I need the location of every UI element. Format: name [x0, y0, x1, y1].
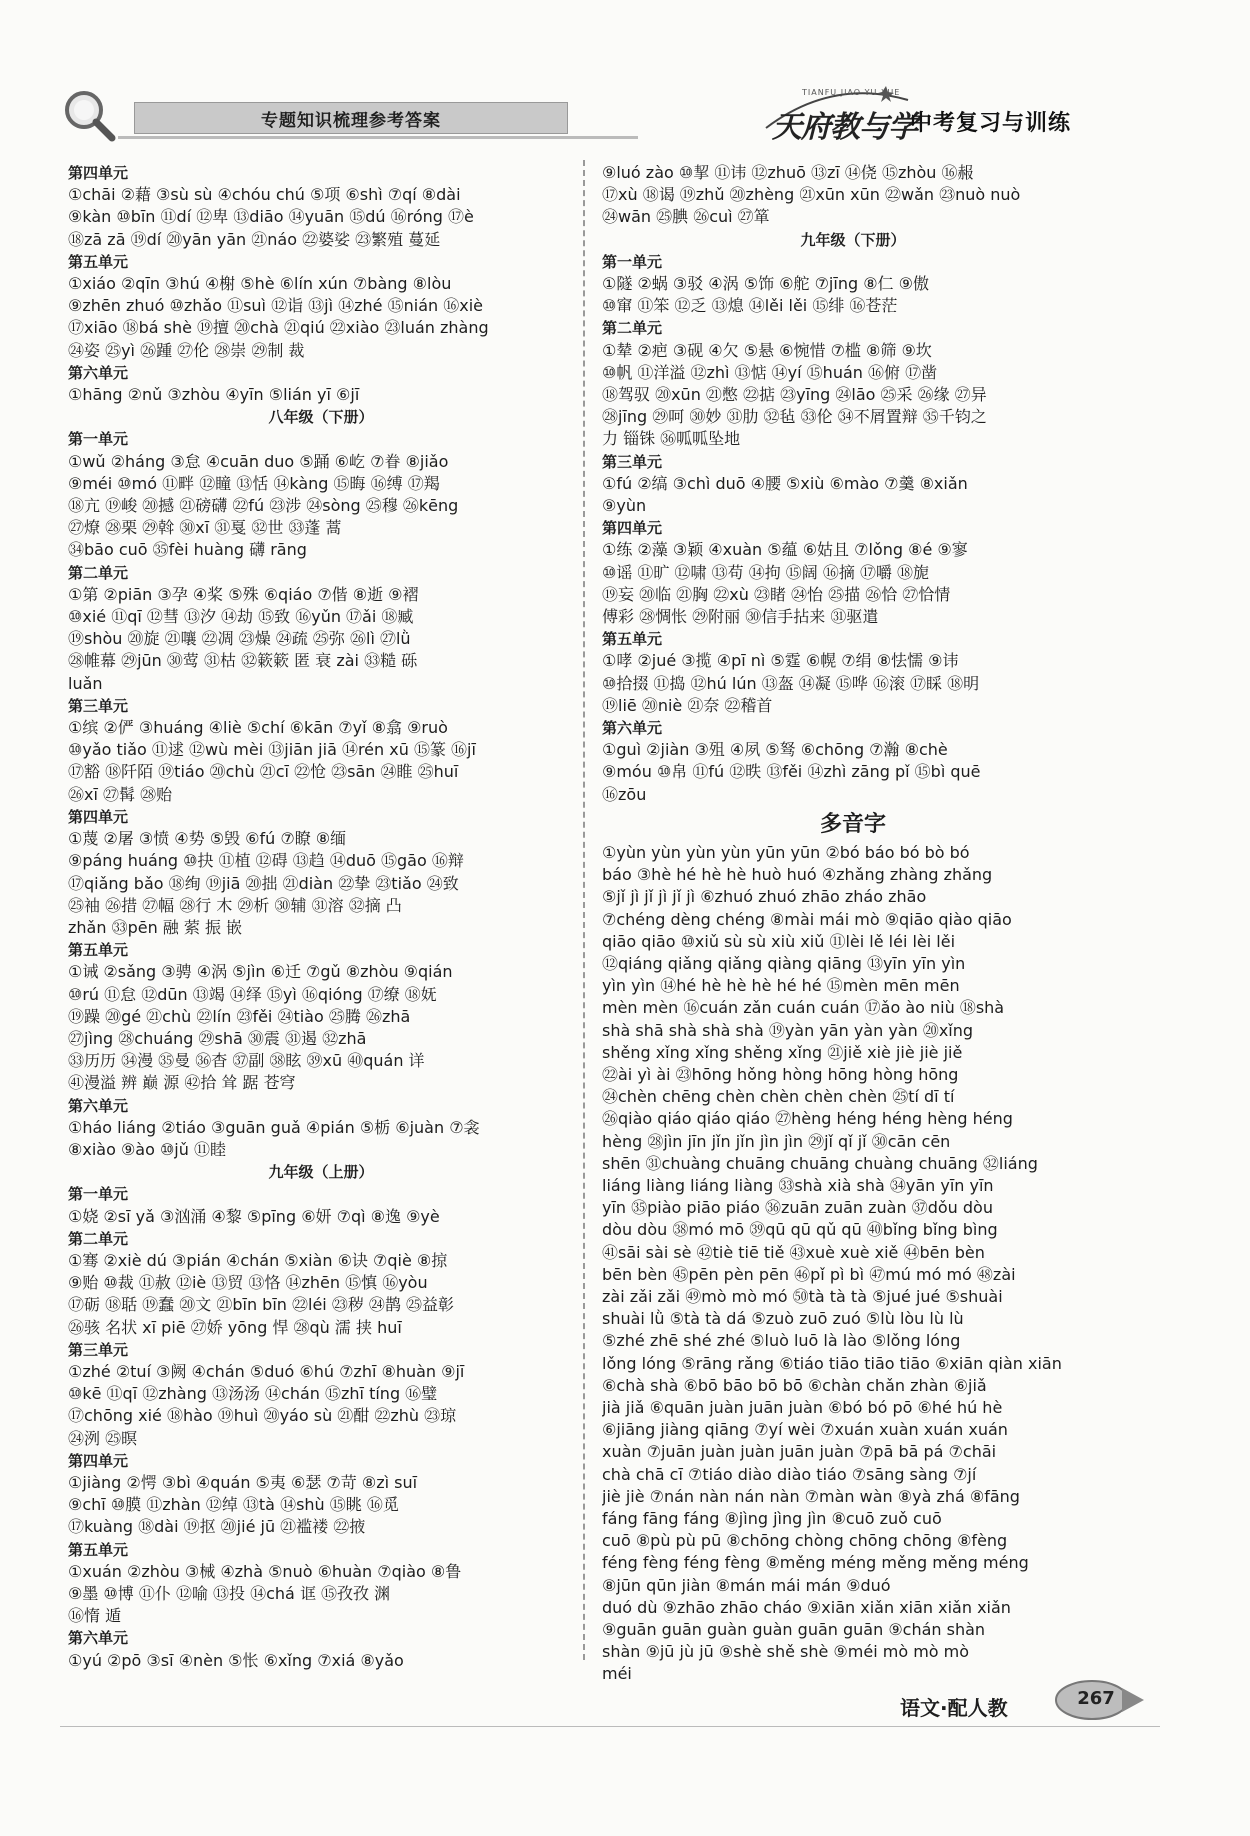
answer-line: ⑥jiāng jiàng qiāng ⑦yí wèi ⑦xuán xuàn xuán xuán [602, 1420, 1008, 1440]
answer-line: ①yú ②pō ③sī ④nèn ⑤怅 ⑥xǐng ⑦xiá ⑧yǎo [68, 1650, 404, 1670]
answer-line: ㉔chèn chēng chèn chèn chèn chèn ㉕tí dī tí [602, 1087, 955, 1107]
answer-line: ㊶漫溢 辨 巅 源 ㊷拾 耸 踞 苍穹 [68, 1073, 296, 1093]
answer-line: lǒng lóng ⑤rāng rǎng ⑥tiáo tiāo tiāo tiāo ⑥xiān qiàn xiān [602, 1353, 1062, 1373]
answer-line: luǎn [68, 673, 103, 693]
answer-line: ⑲shòu ⑳旋 ㉑嚷 ㉒凋 ㉓燥 ㉔疏 ㉕弥 ㉖lì ㉗lǜ [68, 629, 411, 649]
section-heading: 第二单元 [68, 563, 129, 582]
answer-line: ㉗燎 ㉘栗 ㉙斡 ㉚xī ㉛戛 ㉜世 ㉝蓬 蒿 [68, 518, 342, 538]
section-heading: 第四单元 [68, 1451, 129, 1470]
answer-line: shà shā shà shà shà ⑲yàn yān yàn yàn ⑳xǐng [602, 1020, 974, 1040]
answer-line: jiè jiè ⑦nán nàn nán nàn ⑦màn wàn ⑧yà zhá ⑧fāng [602, 1486, 1020, 1506]
footer-rule [60, 1726, 1160, 1727]
section-heading: 第六单元 [602, 719, 663, 738]
answer-line: ⑰xiāo ⑱bá shè ⑲擅 ⑳chà ㉑qiú ㉒xiào ㉓luán zhàng [68, 318, 489, 338]
answer-line: ①第 ②piān ③孕 ④桨 ⑤殊 ⑥qiáo ⑦偕 ⑧逝 ⑨褶 [68, 584, 419, 604]
answer-line: ①xiáo ②qīn ③hú ④榭 ⑤hè ⑥lín xún ⑦bàng ⑧lòu [68, 274, 452, 294]
answer-line: shēn ㉛chuàng chuāng chuāng chuàng chuāng ㉜liáng [602, 1153, 1038, 1173]
answer-line: ㉔姿 ㉕yì ㉖踵 ㉗伦 ㉘崇 ㉙制 裁 [68, 340, 305, 360]
magnifier-icon [62, 88, 118, 144]
page-header [62, 88, 1142, 158]
answer-line: ⑱驾驭 ⑳xūn ㉑憋 ㉒掂 ㉓yīng ㉔lāo ㉕采 ㉖缘 ㉗异 [602, 385, 987, 405]
answer-line: ㉖qiào qiáo qiáo qiáo ㉗hèng héng héng hèng héng [602, 1109, 1013, 1129]
answer-line: ⑨páng huáng ⑩抉 ⑪植 ⑫碍 ⑬趋 ⑭duō ⑮gāo ⑯辩 [68, 851, 464, 871]
answer-line: méi [602, 1664, 632, 1684]
answer-line: ㉘帷幕 ㉙jūn ㉚莺 ㉛枯 ㉜簌簌 匿 衰 zài ㉝糙 砾 [68, 651, 418, 671]
answer-line: ⑩谣 ⑪旷 ⑫啸 ⑬苟 ⑭拘 ⑮阔 ⑯摘 ⑰嚼 ⑱旎 [602, 562, 930, 582]
answer-line: 力 锱铢 ㊱呱呱坠地 [602, 429, 741, 449]
answer-line: ①隧 ②蜗 ③驳 ④涡 ⑤饰 ⑥舵 ⑦jīng ⑧仁 ⑨傲 [602, 274, 929, 294]
answer-line: ㉖骇 名状 xī piē ㉗娇 yōng 悍 ㉘qù 濡 挟 huī [68, 1317, 402, 1337]
polyphone-title: 多音字 [819, 811, 886, 837]
answer-line: ①练 ②藻 ③颖 ④xuàn ⑤蕴 ⑥姑且 ⑦lǒng ⑧é ⑨寥 [602, 540, 968, 560]
answer-line: liáng liàng liáng liàng ㉝shà xià shà ㉞yān yīn yīn [602, 1175, 994, 1195]
answer-line: ⑨kàn ⑩bīn ⑪dí ⑫卑 ⑬diāo ⑭yuān ⑮dú ⑯róng ⑰è [68, 207, 474, 227]
answer-line: jià jiǎ ⑥quān juàn juān juàn ⑥bó bó pō ⑥hé hú hè [602, 1397, 1003, 1417]
answer-line: cuō ⑧pù pù pū ⑧chōng chòng chōng chōng ⑧fèng [602, 1531, 1008, 1551]
answer-line: fáng fāng fáng ⑧jìng jìng jìn ⑧cuō zuǒ cuō [602, 1508, 942, 1528]
answer-line: ⑰豁 ⑱阡陌 ⑲tiáo ⑳chù ㉑cī ㉒怆 ㉓sān ㉔睢 ㉕huī [68, 762, 459, 782]
answer-line: ①jiàng ②愕 ③bì ④quán ⑤夷 ⑥瑟 ⑦苛 ⑧zì suī [68, 1472, 418, 1492]
grade-heading: 八年级（下册） [268, 408, 374, 427]
answer-line: ①háo liáng ②tiáo ③guān guǎ ④pián ⑤栃 ⑥juàn ⑦衾 [68, 1117, 480, 1137]
answer-line: ⑤zhé zhē shé zhé ⑤luò luō là lào ⑤lǒng lóng [602, 1331, 961, 1351]
answer-line: yīn ㉟piào piāo piáo ㊱zuān zuān zuàn ㊲dǒu dòu [602, 1198, 993, 1218]
answer-line: shěng xǐng xǐng shěng xǐng ㉑jiě xiè jiè jiè jiě [602, 1042, 963, 1062]
section-heading: 第五单元 [68, 941, 129, 960]
section-heading: 第五单元 [68, 1540, 129, 1559]
answer-line: ㊶sāi sài sè ㊷tiè tiē tiě ㊸xuè xuè xiě ㊹bēn bèn [602, 1242, 985, 1262]
answer-line: ⑩窜 ⑪笨 ⑫乏 ⑬熄 ⑭lěi lěi ⑮绯 ⑯苍茫 [602, 296, 898, 316]
answer-line: ㉒ài yì ài ㉓hōng hǒng hòng hōng hòng hōng [602, 1064, 959, 1084]
column-divider [583, 160, 585, 1660]
right-answer-column [602, 162, 1104, 1686]
answer-line: ㉘jīng ㉙呵 ㉚妙 ㉛肋 ㉜毡 ㉝伦 ㉞不屑置辩 ㉟千钧之 [602, 407, 987, 427]
section-heading: 第二单元 [68, 1229, 129, 1248]
answer-line: mèn mèn ⑯cuán zǎn cuán cuán ⑰ǎo ào niù ⑱shà [602, 998, 1005, 1018]
answer-line: ㉗jìng ㉘chuáng ㉙shā ㉚震 ㉛遏 ㉜zhā [68, 1028, 367, 1048]
answer-line: ①xuán ②zhòu ③械 ④zhà ⑤nuò ⑥huàn ⑦qiào ⑧鲁 [68, 1561, 462, 1581]
section-heading: 第四单元 [602, 519, 663, 538]
header-title: 专题知识梳理参考答案 [134, 102, 568, 134]
section-heading: 第一单元 [68, 430, 129, 449]
page-number: 267 [1077, 1688, 1115, 1709]
answer-line: ⑱亢 ⑲峻 ⑳撼 ㉑磅礴 ㉒fú ㉓涉 ㉔sòng ㉕穆 ㉖kēng [68, 496, 459, 516]
answer-line: yìn yìn ⑭hé hè hè hè hé hé ⑮mèn mēn mēn [602, 976, 960, 996]
answer-line: duó dù ⑨zhāo zhāo cháo ⑨xiān xiǎn xiān xiǎn xiǎn [602, 1597, 1011, 1617]
answer-line: ⑩yǎo tiǎo ⑪逑 ⑫wù mèi ⑬jiān jiā ⑭rén xū ⑮篆 ⑯jī [68, 740, 476, 760]
answer-line: ⑧xiào ⑨ào ⑩jǔ ⑪睦 [68, 1139, 226, 1159]
footer-subject: 语文·配人教 [900, 1696, 1008, 1720]
answer-line: ⑨móu ⑩帛 ⑪fú ⑫昳 ⑬fěi ⑭zhì zāng pǐ ⑮bì quē [602, 762, 981, 782]
answer-line: ⑨墨 ⑩博 ⑪仆 ⑫喻 ⑬投 ⑭chá 诓 ⑮孜孜 渊 [68, 1584, 391, 1603]
brand-main-text: 天府教与学 [772, 110, 917, 145]
section-heading: 第一单元 [602, 252, 663, 271]
answer-line: ⑨贻 ⑩裁 ⑪赦 ⑫iè ⑬贸 ⑬恪 ⑭zhēn ⑮慎 ⑯yòu [68, 1273, 428, 1293]
answer-line: xuàn ⑦juān juàn juàn juān juàn ⑦pā bā pá ⑦chāi [602, 1442, 997, 1462]
section-heading: 第五单元 [68, 252, 129, 271]
answer-line: ⑩xié ⑪qī ⑫彗 ⑬汐 ⑭劫 ⑮致 ⑯yǔn ⑰ǎi ⑱臧 [68, 607, 414, 627]
answer-line: ①娆 ②sī yǎ ③汹涌 ④黎 ⑤pīng ⑥妍 ⑦qì ⑧逸 ⑨yè [68, 1206, 440, 1226]
answer-line: ①哮 ②jué ③揽 ④pī nì ⑤霆 ⑥幌 ⑦绢 ⑧怯懦 ⑨讳 [602, 651, 959, 671]
section-heading: 第四单元 [68, 164, 129, 182]
answer-line: ⑥chà shà ⑥bō bāo bō bō ⑥chàn chǎn zhàn ⑥jiǎ [602, 1375, 987, 1395]
answer-line: ㉝历历 ㉞漫 ㉟曼 ㊱杳 ㊲副 ㊳眩 ㊴xū ㊵quán 详 [68, 1051, 425, 1071]
answer-line: ①诫 ②sǎng ③骋 ④涡 ⑤jìn ⑥迁 ⑦gǔ ⑧zhòu ⑨qián [68, 962, 453, 982]
answer-line: ⑰kuàng ⑱dài ⑲抠 ⑳jié jū ㉑褴褛 ㉒掖 [68, 1517, 366, 1537]
answer-line: ⑨méi ⑩mó ⑪畔 ⑫瞳 ⑬恬 ⑭kàng ⑮晦 ⑯缚 ⑰羯 [68, 473, 440, 493]
answer-line: ⑰xù ⑱谒 ⑲zhǔ ⑳zhèng ㉑xūn xūn ㉒wǎn ㉓nuò nuò [602, 185, 1021, 205]
answer-line: shuài lǜ ⑤tà tà dá ⑤zuò zuō zuó ⑤lù lòu lù lù [602, 1309, 964, 1329]
section-heading: 第五单元 [602, 630, 663, 649]
answer-line: ⑱zā zā ⑲dí ⑳yān yān ㉑náo ㉒婆娑 ㉓繁殖 蔓延 [68, 229, 441, 249]
answer-line: ①wǔ ②háng ③怠 ④cuān duo ⑤踊 ⑥屹 ⑦眷 ⑧jiǎo [68, 451, 449, 471]
answer-line: ⑰砺 ⑱聒 ⑲蠢 ⑳文 ㉑bīn bīn ㉒léi ㉓秽 ㉔鹊 ㉕益彰 [68, 1295, 454, 1315]
section-heading: 第六单元 [68, 1096, 129, 1115]
answer-line: ①fú ②缟 ③chì duō ④腰 ⑤xiù ⑥mào ⑦羹 ⑧xiǎn [602, 473, 968, 493]
section-heading: 第六单元 [68, 363, 129, 382]
answer-line: ⑩帆 ⑪洋溢 ⑫zhì ⑬惦 ⑭yí ⑮huán ⑯俯 ⑰凿 [602, 362, 938, 382]
section-heading: 第三单元 [68, 696, 129, 715]
answer-line: hèng ㉘jìn jīn jǐn jǐn jìn jìn ㉙jǐ qǐ jǐ ㉚cān cēn [602, 1131, 951, 1151]
answer-line: ①缤 ②俨 ③huáng ④liè ⑤chí ⑥kān ⑦yǐ ⑧翕 ⑨ruò [68, 718, 448, 738]
answer-line: ⑨luó zào ⑩挈 ⑪讳 ⑫zhuō ⑬zī ⑭侥 ⑮zhòu ⑯赧 [602, 163, 974, 182]
section-heading: 第三单元 [68, 1340, 129, 1359]
answer-line: ⑧jūn qūn jiàn ⑧mán mái mán ⑨duó [602, 1575, 891, 1595]
answer-line: ①chāi ②藉 ③sù sù ④chóu chú ⑤项 ⑥shì ⑦qí ⑧dài [68, 185, 461, 205]
answer-line: ㉔wān ㉕腆 ㉖cuì ㉗箪 [602, 207, 770, 227]
answer-line: ㉔洌 ㉕暝 [68, 1428, 138, 1448]
grade-heading: 九年级（下册） [800, 230, 906, 249]
answer-line: ⑫qiáng qiǎng qiǎng qiàng qiāng ⑬yīn yīn yìn [602, 953, 966, 973]
answer-line: ①zhé ②tuí ③阙 ④chán ⑤duó ⑥hú ⑦zhī ⑧huàn ⑨jī [68, 1361, 465, 1381]
answer-line: ①yùn yùn yùn yùn yūn yūn ②bó báo bó bò bó [602, 842, 970, 862]
answer-line: ㉖xī ㉗髯 ㉘贻 [68, 784, 173, 804]
answer-line: ⑩拾掇 ⑪捣 ⑫hú lún ⑬盔 ⑭凝 ⑮哗 ⑯滚 ⑰睬 ⑱明 [602, 673, 980, 693]
answer-line: ⑨guān guān guàn guàn guān guān ⑨chán shàn [602, 1620, 986, 1639]
answer-line: ①hāng ②nǔ ③zhòu ④yīn ⑤lián yī ⑥jī [68, 385, 360, 405]
answer-line: ⑯zōu [602, 784, 647, 804]
answer-line: zài zǎi zǎi ㊾mò mò mó ㊿tà tà tà ⑤jué jué ⑤shuài [602, 1286, 1003, 1306]
left-answer-column [68, 162, 574, 1672]
answer-line: ①guì ②jiàn ③殂 ④夙 ⑤驽 ⑥chōng ⑦瀚 ⑧chè [602, 740, 948, 760]
answer-line: ㉞bāo cuō ㉟fèi huàng 礴 rāng [68, 540, 307, 560]
answer-line: féng fèng féng fèng ⑧měng méng měng měng méng [602, 1553, 1029, 1573]
answer-line: shàn ⑨jū jù jū ⑨shè shě shè ⑨méi mò mò mò [602, 1642, 970, 1662]
answer-line: ⑨yùn [602, 496, 647, 516]
answer-line: ⑦chéng dèng chéng ⑧mài mái mò ⑨qiāo qiào qiāo [602, 909, 1012, 929]
brand-logo [762, 88, 1182, 145]
header-underline [118, 136, 638, 139]
answer-line: ⑯惰 遁 [68, 1606, 122, 1626]
answer-line: ⑲妄 ⑳临 ㉑胸 ㉒xù ㉓睹 ㉔怡 ㉕描 ㉖恰 ㉗恰情 [602, 584, 951, 604]
answer-line: qiāo qiāo ⑩xiǔ sù sù xiù xiǔ ⑪lèi lě léi lèi lěi [602, 931, 956, 951]
answer-line: ⑨zhēn zhuó ⑩zhǎo ⑪suì ⑫诣 ⑬jì ⑭zhé ⑮nián ⑯xiè [68, 296, 483, 316]
brand-pinyin: TIANFU JIAO YU XUE [802, 88, 901, 97]
answer-line: ⑩rú ⑪怠 ⑫dūn ⑬竭 ⑭绎 ⑮yì ⑯qióng ⑰缭 ⑱妩 [68, 984, 437, 1004]
answer-line: dòu dòu ㊳mó mō ㊴qū qū qǔ qū ㊵bǐng bǐng bìng [602, 1220, 998, 1240]
answer-line: zhǎn ㉝pēn 融 萦 振 嵌 [68, 917, 243, 937]
answer-line: ①骞 ②xiè dú ③pián ④chán ⑤xiàn ⑥诀 ⑦qiè ⑧掠 [68, 1250, 448, 1270]
answer-line: ①蔑 ②屠 ③愤 ④势 ⑤毁 ⑥fú ⑦瞭 ⑧缅 [68, 829, 347, 849]
answer-line: ⑰chōng xié ⑱hào ⑲huì ⑳yáo sù ㉑酣 ㉒zhù ㉓琼 [68, 1406, 457, 1426]
grade-heading: 九年级（上册） [268, 1163, 374, 1182]
answer-line: báo ③hè hé hè hè huò huó ④zhǎng zhàng zhǎng [602, 865, 993, 885]
answer-line: chà chā cī ⑦tiáo diào diào tiáo ⑦sāng sàng ⑦jí [602, 1464, 977, 1484]
section-heading: 第三单元 [602, 452, 663, 471]
section-heading: 第二单元 [602, 319, 663, 338]
answer-line: ⑲躁 ⑳gé ㉑chù ㉒lín ㉓fěi ㉔tiào ㉕腾 ㉖zhā [68, 1006, 411, 1026]
answer-line: 傅彩 ㉘惆怅 ㉙附丽 ㉚信手拈来 ㉛驱遣 [602, 607, 879, 627]
brand-sub-text: 中考复习与训练 [910, 111, 1072, 136]
answer-line: ⑤jǐ jì jǐ jì jǐ jì ⑥zhuó zhuó zhāo zháo zhāo [602, 887, 927, 907]
section-heading: 第一单元 [68, 1185, 129, 1204]
answer-line: ⑩kē ⑪qī ⑫zhàng ⑬汤汤 ⑭chán ⑮zhī tíng ⑯璧 [68, 1384, 438, 1404]
answer-line: ⑰qiǎng bǎo ⑱绚 ⑲jiā ⑳拙 ㉑diàn ㉒挚 ㉓tiǎo ㉔致 [68, 873, 459, 893]
answer-line: bēn bèn ㊺pēn pèn pēn ㊻pǐ pì bì ㊼mú mó mó ㊽zài [602, 1264, 1016, 1284]
section-heading: 第四单元 [68, 807, 129, 826]
answer-line: ①辇 ②疤 ③砚 ④欠 ⑤悬 ⑥惋惜 ⑦槛 ⑧筛 ⑨坎 [602, 340, 932, 360]
answer-line: ⑨chī ⑩膜 ⑪zhàn ⑫绰 ⑬tà ⑭shù ⑮眺 ⑯觅 [68, 1495, 399, 1515]
answer-line: ⑲liē ⑳niè ㉑奈 ㉒稽首 [602, 695, 773, 715]
section-heading: 第六单元 [68, 1629, 129, 1648]
answer-line: ㉕袖 ㉖措 ㉗幅 ㉘行 木 ㉙析 ㉚辅 ㉛溶 ㉜摘 凸 [68, 895, 402, 915]
